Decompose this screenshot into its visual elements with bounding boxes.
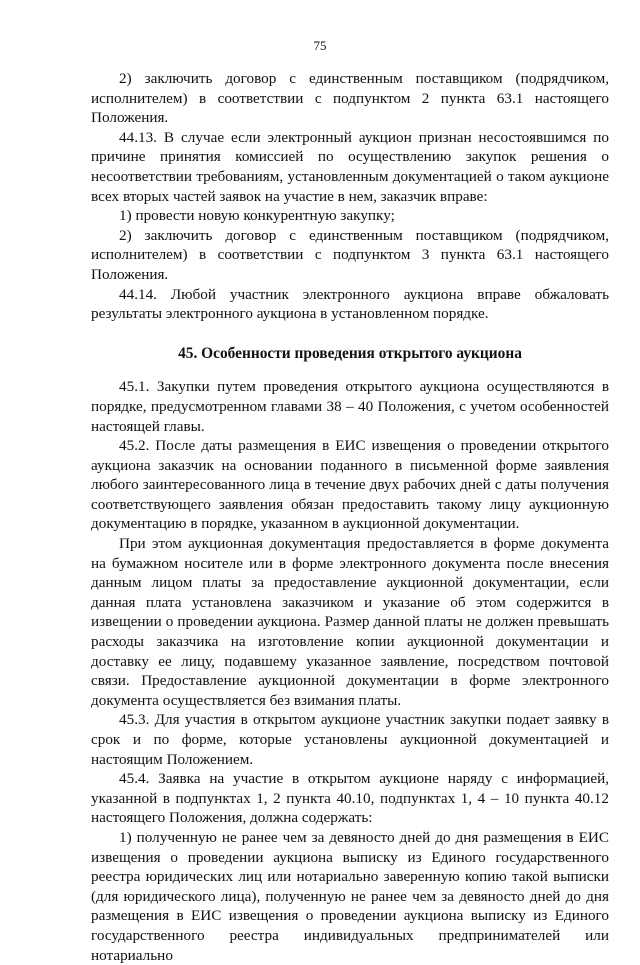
paragraph: 45.1. Закупки путем проведения открытого аукциона осуществляются в порядке, предусмотренном главами 38 – 40 Положения, с учетом особенностей настоящей главы. [91, 378, 609, 435]
paragraph: При этом аукционная документация предоставляется в форме документа на бумажном носителе или в форме электронного документа после внесения данным лицом платы за предоставление аукционной документации, если данная плата установлена заказчиком и указание об этом содержится в извещении о проведении аукциона. Размер данной платы не должен превышать расходы заказчика на изготовление копии аукционной документации и доставку ее лицу, подавшему указанное заявление, посредством почтовой связи. Предоставление аукционной документации в форме электронного документа осуществляется без взимания платы. [91, 535, 609, 709]
paragraph: 2) заключить договор с единственным поставщиком (подрядчиком, исполнителем) в соответствии с подпунктом 2 пункта 63.1 настоящего Положения. [91, 70, 609, 127]
document-body [91, 69, 609, 965]
paragraph: 45.2. После даты размещения в ЕИС извещения о проведении открытого аукциона заказчик на основании поданного в письменной форме заявления любого заинтересованного лица в течение двух рабочих дней с даты получения соответствующего заявления обязан предоставить такому лицу аукционную документацию в порядке, указанном в аукционной документации. [91, 437, 609, 533]
paragraph: 1) провести новую конкурентную закупку; [119, 207, 395, 225]
paragraph: 44.14. Любой участник электронного аукциона вправе обжаловать результаты электронного аукциона в установленном порядке. [91, 285, 609, 323]
paragraph: 44.13. В случае если электронный аукцион признан несостоявшимся по причине принятия комиссией по осуществлению закупок решения о несоответствии требованиям, установленным документацией о таком аукционе всех вторых частей заявок на участие в нем, заказчик вправе: [91, 128, 609, 205]
paragraph: 2) заключить договор с единственным поставщиком (подрядчиком, исполнителем) в соответствии с подпунктом 3 пункта 63.1 настоящего Положения. [91, 226, 609, 283]
page-number: 75 [313, 38, 327, 53]
paragraph: 45.4. Заявка на участие в открытом аукционе наряду с информацией, указанной в подпунктах 1, 2 пункта 40.10, подпунктах 1, 4 – 10 пункта 40.12 настоящего Положения, должна содержать: [91, 770, 609, 827]
section-heading: 45. Особенности проведения открытого аукциона [178, 344, 522, 362]
paragraph: 1) полученную не ранее чем за девяносто дней до дня размещения в ЕИС извещения о проведении аукциона выписку из Единого государственного реестра юридических лиц или нотариально заверенную копию такой выписки (для юридического лица), полученную не ранее чем за девяносто дней до дня размещения в ЕИС извещения о проведении аукциона выписку из Единого государственного реестра индивидуальных предпринимателей или нотариально [91, 828, 609, 964]
paragraph: 45.3. Для участия в открытом аукционе участник закупки подает заявку в срок и по форме, которые установлены аукционной документацией и настоящим Положением. [91, 711, 609, 768]
